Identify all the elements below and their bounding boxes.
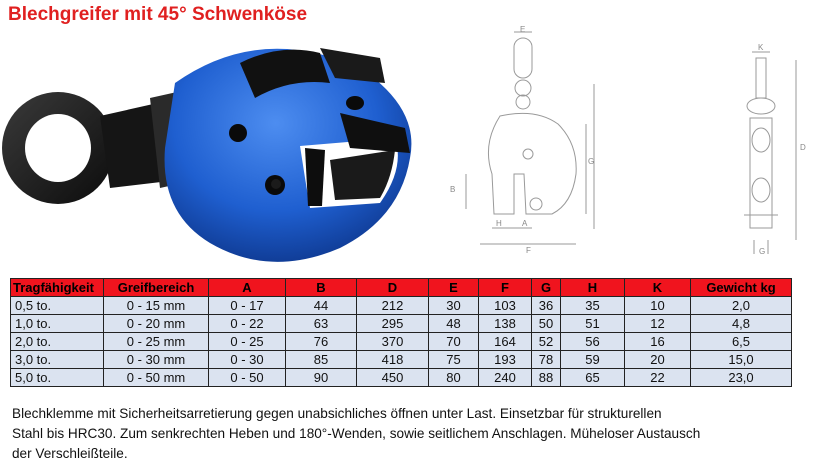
table-row [11,369,792,387]
table-cell: 0 - 25 mm [104,333,209,351]
table-row [11,333,792,351]
table-cell: 12 [625,315,691,333]
table-cell: 16 [625,333,691,351]
technical-drawing-side [722,40,818,262]
table-cell: 51 [561,315,625,333]
product-description [12,404,812,464]
table-cell: 295 [357,315,429,333]
dim-label-e: E [520,25,526,34]
table-cell: 0 - 50 [209,369,286,387]
column-header: K [625,279,691,297]
table-cell: 30 [429,297,479,315]
dim-label-d: D [800,143,806,152]
table-cell: 80 [429,369,479,387]
table-row [11,297,792,315]
table-cell: 0 - 50 mm [104,369,209,387]
dim-label-b: B [450,185,456,194]
table-cell: 44 [286,297,357,315]
table-cell: 0 - 22 [209,315,286,333]
table-cell: 10 [625,297,691,315]
table-cell: 6,5 [691,333,792,351]
column-header: Tragfähigkeit [11,279,104,297]
table-cell: 50 [532,315,561,333]
column-header: B [286,279,357,297]
table-cell: 15,0 [691,351,792,369]
table-cell: 85 [286,351,357,369]
table-cell: 0 - 17 [209,297,286,315]
clamp-body [165,48,412,262]
table-cell: 70 [429,333,479,351]
table-cell: 164 [479,333,532,351]
table-cell: 0 - 25 [209,333,286,351]
description-line: Blechklemme mit Sicherheitsarretierung gegen unabsichliches öffnen unter Last. Einsetzbar für strukturellen [12,406,662,421]
table-cell: 4,8 [691,315,792,333]
table-cell: 59 [561,351,625,369]
table-cell: 65 [561,369,625,387]
table-cell: 20 [625,351,691,369]
table-cell: 36 [532,297,561,315]
table-cell: 0 - 20 mm [104,315,209,333]
table-cell: 0 - 15 mm [104,297,209,315]
table-cell: 88 [532,369,561,387]
table-cell: 52 [532,333,561,351]
table-cell: 0 - 30 [209,351,286,369]
description-line: Stahl bis HRC30. Zum senkrechten Heben und 180°-Wenden, sowie seitlichem Anschlagen. Müheloser Austausch [12,426,701,441]
table-cell: 212 [357,297,429,315]
product-photo [0,28,432,266]
table-cell: 23,0 [691,369,792,387]
spec-table [10,278,792,387]
description-line: der Verschleißteile. [12,446,128,461]
table-cell: 78 [532,351,561,369]
column-header: E [429,279,479,297]
column-header: D [357,279,429,297]
column-header: Gewicht kg [691,279,792,297]
table-cell: 48 [429,315,479,333]
table-cell: 75 [429,351,479,369]
dim-label-h: H [496,219,502,228]
column-header: G [532,279,561,297]
table-cell: 63 [286,315,357,333]
table-cell: 240 [479,369,532,387]
dim-label-k: K [758,43,764,52]
table-cell: 35 [561,297,625,315]
page-title: Blechgreifer mit 45° Schwenköse [8,4,308,25]
table-cell: 370 [357,333,429,351]
column-header: Greifbereich [104,279,209,297]
dim-label-g: G [588,157,595,166]
table-row [11,351,792,369]
table-cell: 56 [561,333,625,351]
table-cell: 90 [286,369,357,387]
table-cell: 103 [479,297,532,315]
table-cell: 76 [286,333,357,351]
table-cell: 3,0 to. [11,351,104,369]
dim-label-g-side: G [759,247,766,256]
table-cell: 2,0 to. [11,333,104,351]
table-cell: 22 [625,369,691,387]
table-cell: 418 [357,351,429,369]
technical-drawing-front [436,24,602,264]
table-cell: 1,0 to. [11,315,104,333]
table-cell: 193 [479,351,532,369]
table-cell: 0,5 to. [11,297,104,315]
column-header: F [479,279,532,297]
table-cell: 450 [357,369,429,387]
column-header: A [209,279,286,297]
table-cell: 0 - 30 mm [104,351,209,369]
dim-label-a: A [522,219,528,228]
dim-label-f: F [526,246,531,255]
table-row [11,315,792,333]
table-header-row [11,279,792,297]
table-cell: 2,0 [691,297,792,315]
column-header: H [561,279,625,297]
table-cell: 5,0 to. [11,369,104,387]
table-cell: 138 [479,315,532,333]
